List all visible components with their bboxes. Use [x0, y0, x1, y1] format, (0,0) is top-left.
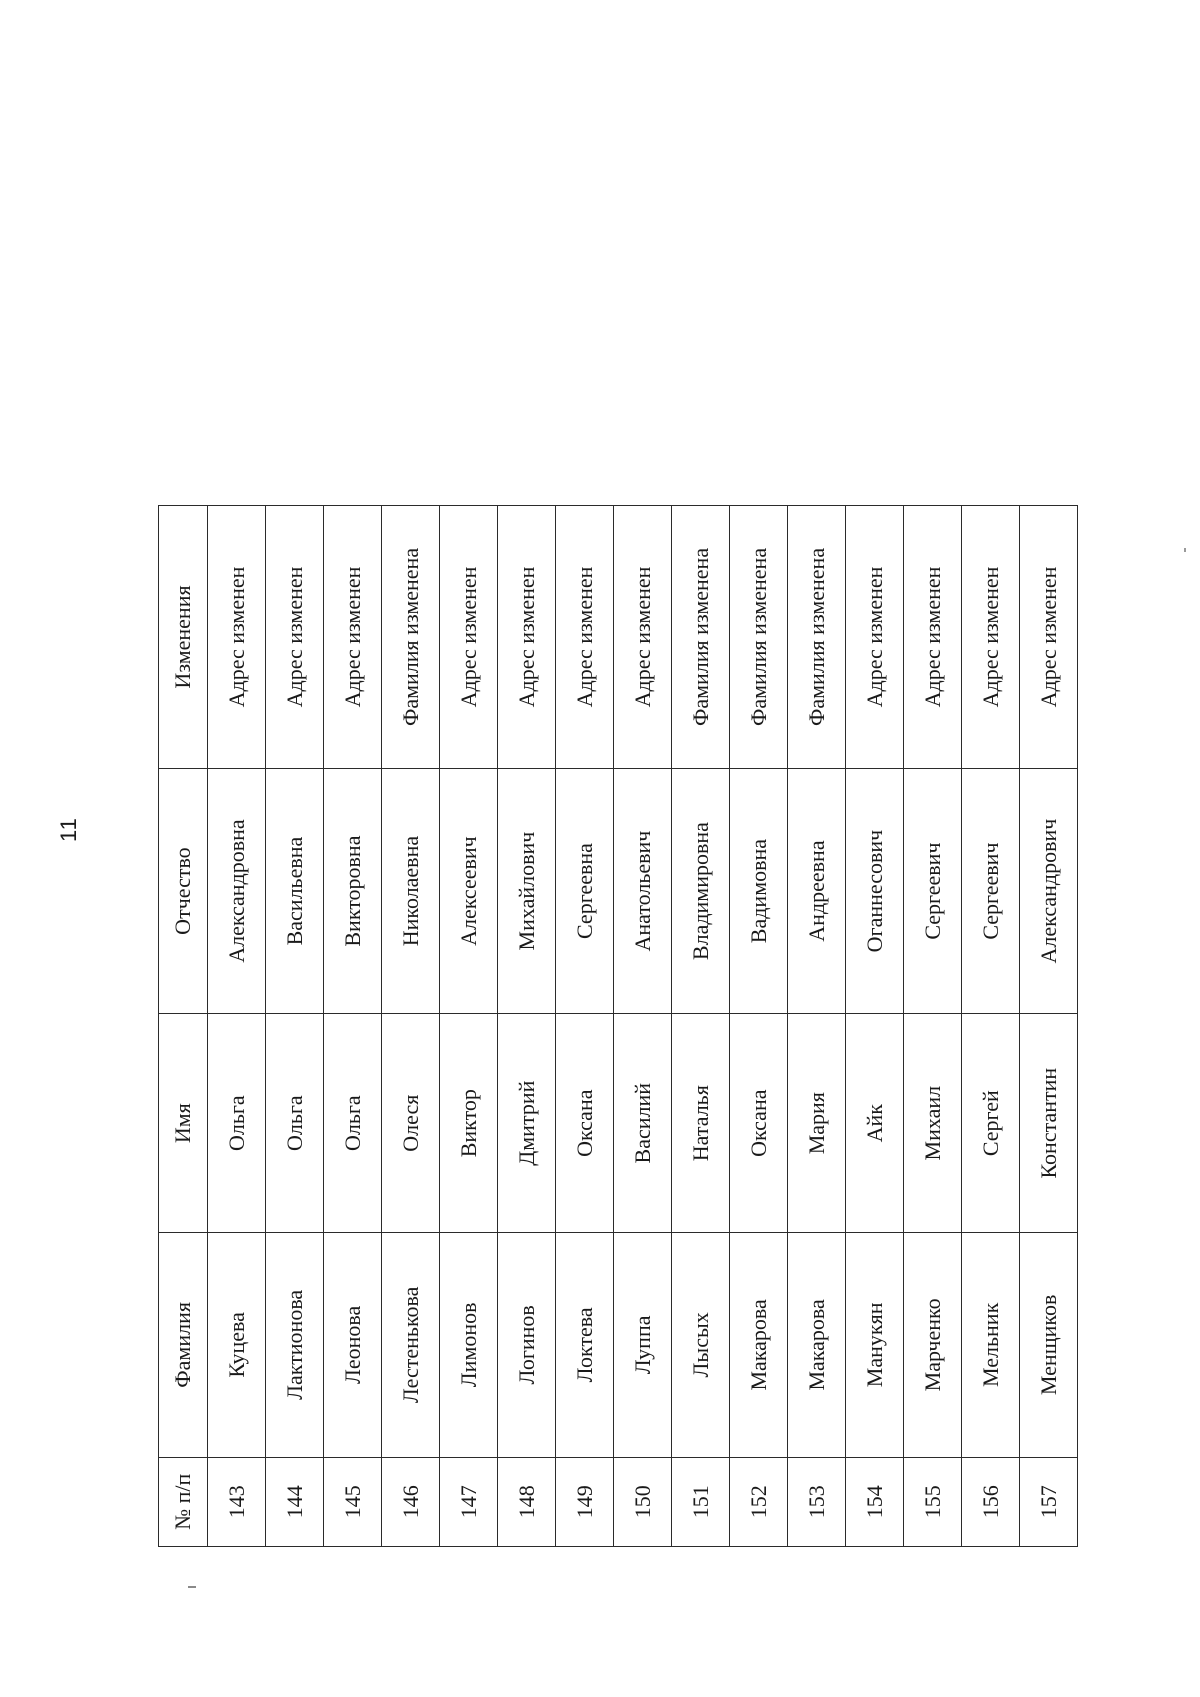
cell-name: Олеся	[382, 1014, 440, 1233]
cell-number: 157	[1020, 1457, 1078, 1546]
cell-number: 143	[208, 1457, 266, 1546]
cell-name: Михаил	[904, 1014, 962, 1233]
header-patronymic: Отчество	[159, 768, 208, 1013]
cell-name: Ольга	[208, 1014, 266, 1233]
cell-patronymic: Сергеевна	[556, 768, 614, 1013]
cell-name: Константин	[1020, 1014, 1078, 1233]
cell-patronymic: Сергеевич	[904, 768, 962, 1013]
table-row	[556, 506, 614, 1547]
table-row	[208, 506, 266, 1547]
cell-patronymic: Алексеевич	[440, 768, 498, 1013]
cell-changes: Фамилия изменена	[788, 506, 846, 769]
cell-surname: Мельник	[962, 1233, 1020, 1457]
table-row	[382, 506, 440, 1547]
cell-patronymic: Сергеевич	[962, 768, 1020, 1013]
cell-changes: Адрес изменен	[440, 506, 498, 769]
cell-number: 156	[962, 1457, 1020, 1546]
cell-changes: Адрес изменен	[614, 506, 672, 769]
table-row	[672, 506, 730, 1547]
table-row	[1020, 506, 1078, 1547]
cell-name: Айк	[846, 1014, 904, 1233]
cell-surname: Лестенькова	[382, 1233, 440, 1457]
cell-name: Оксана	[556, 1014, 614, 1233]
cell-name: Оксана	[730, 1014, 788, 1233]
cell-patronymic: Вадимовна	[730, 768, 788, 1013]
records-table-container	[158, 505, 1078, 1547]
cell-number: 146	[382, 1457, 440, 1546]
cell-name: Ольга	[324, 1014, 382, 1233]
table-row	[730, 506, 788, 1547]
cell-changes: Фамилия изменена	[730, 506, 788, 769]
cell-number: 149	[556, 1457, 614, 1546]
cell-surname: Логинов	[498, 1233, 556, 1457]
cell-number: 151	[672, 1457, 730, 1546]
cell-surname: Локтева	[556, 1233, 614, 1457]
cell-changes: Адрес изменен	[266, 506, 324, 769]
header-number: № п/п	[159, 1457, 208, 1546]
cell-changes: Адрес изменен	[208, 506, 266, 769]
cell-patronymic: Андреевна	[788, 768, 846, 1013]
table-header-row	[159, 506, 208, 1547]
cell-changes: Фамилия изменена	[382, 506, 440, 769]
cell-name: Наталья	[672, 1014, 730, 1233]
cell-name: Сергей	[962, 1014, 1020, 1233]
header-changes: Изменения	[159, 506, 208, 769]
table-row	[962, 506, 1020, 1547]
table-row	[614, 506, 672, 1547]
header-name: Имя	[159, 1014, 208, 1233]
cell-patronymic: Владимировна	[672, 768, 730, 1013]
cell-patronymic: Александровна	[208, 768, 266, 1013]
cell-number: 144	[266, 1457, 324, 1546]
cell-changes: Адрес изменен	[962, 506, 1020, 769]
cell-surname: Менщиков	[1020, 1233, 1078, 1457]
scan-artifact-tick	[1184, 548, 1186, 552]
cell-changes: Адрес изменен	[556, 506, 614, 769]
records-body	[208, 506, 1078, 1547]
page-number: 11	[56, 817, 81, 842]
scan-artifact-dot	[188, 1586, 196, 1588]
cell-surname: Манукян	[846, 1233, 904, 1457]
table-row	[788, 506, 846, 1547]
cell-number: 152	[730, 1457, 788, 1546]
cell-changes: Адрес изменен	[498, 506, 556, 769]
cell-number: 150	[614, 1457, 672, 1546]
cell-patronymic: Анатольевич	[614, 768, 672, 1013]
cell-changes: Фамилия изменена	[672, 506, 730, 769]
cell-name: Мария	[788, 1014, 846, 1233]
cell-patronymic: Николаевна	[382, 768, 440, 1013]
table-row	[266, 506, 324, 1547]
header-surname: Фамилия	[159, 1233, 208, 1457]
cell-changes: Адрес изменен	[904, 506, 962, 769]
table-row	[324, 506, 382, 1547]
cell-surname: Макарова	[730, 1233, 788, 1457]
cell-surname: Лысых	[672, 1233, 730, 1457]
cell-surname: Лимонов	[440, 1233, 498, 1457]
cell-number: 145	[324, 1457, 382, 1546]
table-row	[846, 506, 904, 1547]
cell-patronymic: Викторовна	[324, 768, 382, 1013]
cell-patronymic: Александрович	[1020, 768, 1078, 1013]
cell-number: 153	[788, 1457, 846, 1546]
cell-surname: Луппа	[614, 1233, 672, 1457]
cell-surname: Куцева	[208, 1233, 266, 1457]
cell-number: 154	[846, 1457, 904, 1546]
cell-number: 155	[904, 1457, 962, 1546]
cell-changes: Адрес изменен	[1020, 506, 1078, 769]
cell-surname: Марченко	[904, 1233, 962, 1457]
cell-changes: Адрес изменен	[846, 506, 904, 769]
cell-changes: Адрес изменен	[324, 506, 382, 769]
cell-surname: Леонова	[324, 1233, 382, 1457]
records-table	[158, 505, 1078, 1547]
cell-name: Дмитрий	[498, 1014, 556, 1233]
cell-patronymic: Михайлович	[498, 768, 556, 1013]
cell-number: 147	[440, 1457, 498, 1546]
table-row	[904, 506, 962, 1547]
cell-patronymic: Васильевна	[266, 768, 324, 1013]
cell-name: Василий	[614, 1014, 672, 1233]
table-row	[498, 506, 556, 1547]
table-row	[440, 506, 498, 1547]
cell-name: Ольга	[266, 1014, 324, 1233]
cell-surname: Лактионова	[266, 1233, 324, 1457]
cell-number: 148	[498, 1457, 556, 1546]
cell-surname: Макарова	[788, 1233, 846, 1457]
cell-name: Виктор	[440, 1014, 498, 1233]
cell-patronymic: Оганнесович	[846, 768, 904, 1013]
